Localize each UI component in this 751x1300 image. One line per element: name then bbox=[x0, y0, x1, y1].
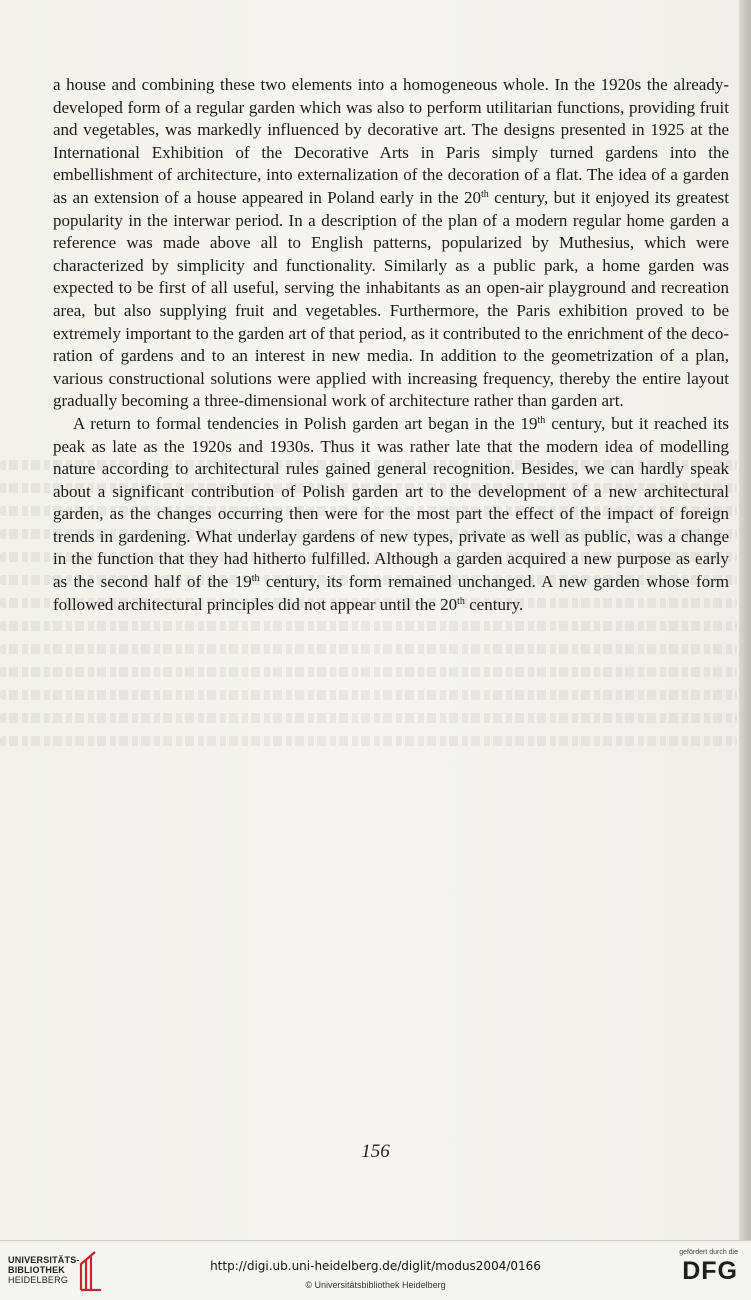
permalink-url[interactable]: http://digi.ub.uni-heidelberg.de/diglit/modus2004/0166 bbox=[210, 1259, 541, 1273]
body-text bbox=[53, 74, 729, 616]
funder-block bbox=[679, 1249, 738, 1284]
funded-by-label: gefördert durch die bbox=[679, 1249, 738, 1256]
paragraph-2: A return to formal tendencies in Polish garden art began in the 19th century, but it reached its peak as late as the 1920s and 1930s. Thus it was rather late that the modern idea of modelling nature according to architectural rules gained general recognition. Besides, we can hardly speak about a significant contribution of Polish garden art to the development of a new architectural garden, as the changes occurring then were for the most part the effect of the impact of foreign trends in gardening. What underlay gardens of new types, private as well as public, was a change in the function that they had hitherto fulfilled. Although a garden acquired a new purpose as early as the second half of the 19th century, its form remained unchanged. A new garden whose form followed architectural principles did not appear until the 20th century. bbox=[53, 413, 729, 614]
page-edge-shadow bbox=[739, 0, 751, 1240]
library-logo: UNIVERSITÄTS- BIBLIOTHEK HEIDELBERG bbox=[8, 1255, 80, 1285]
viewer-footer bbox=[0, 1240, 751, 1300]
page-number: 156 bbox=[361, 1141, 390, 1162]
dfg-logo: DFG bbox=[682, 1257, 738, 1285]
copyright-notice: © Universitätsbibliothek Heidelberg bbox=[305, 1280, 446, 1290]
paragraph-1: a house and combining these two elements into a homogeneous whole. In the 1920s the already-developed form of a regular garden which was also to perform utilitarian functions, providing fruit and vegetables, was markedly influenced by decorative art. The designs presented in 1925 at the International Exhibition of the Decorative Arts in Paris simply turned gardens into the embellishment of architecture, into externalization of the decoration of a flat. The idea of a garden as an extension of a house appeared in Poland early in the 20th century, but it enjoyed its greatest popularity in the interwar period. In a description of the plan of a modern regular home garden a reference was made above all to English patterns, popularized by Muthesius, which were characterized by simplicity and functionality. Similarly as a public park, a home garden was expected to be first of all useful, serving the inhabitants as an open-air playground and recreation area, but also supplying fruit and vegetables. Furthermore, the Paris exhibition proved to be extremely important to the garden art of that period, as it contributed to the enrichment of the decoration of gardens and to an interest in new media. In addition to the geometrization of a plan, various constructional solutions were applied with increasing frequency, thereby the entire layout gradually becoming a three-dimensional work of architecture rather than garden art. bbox=[53, 75, 730, 411]
